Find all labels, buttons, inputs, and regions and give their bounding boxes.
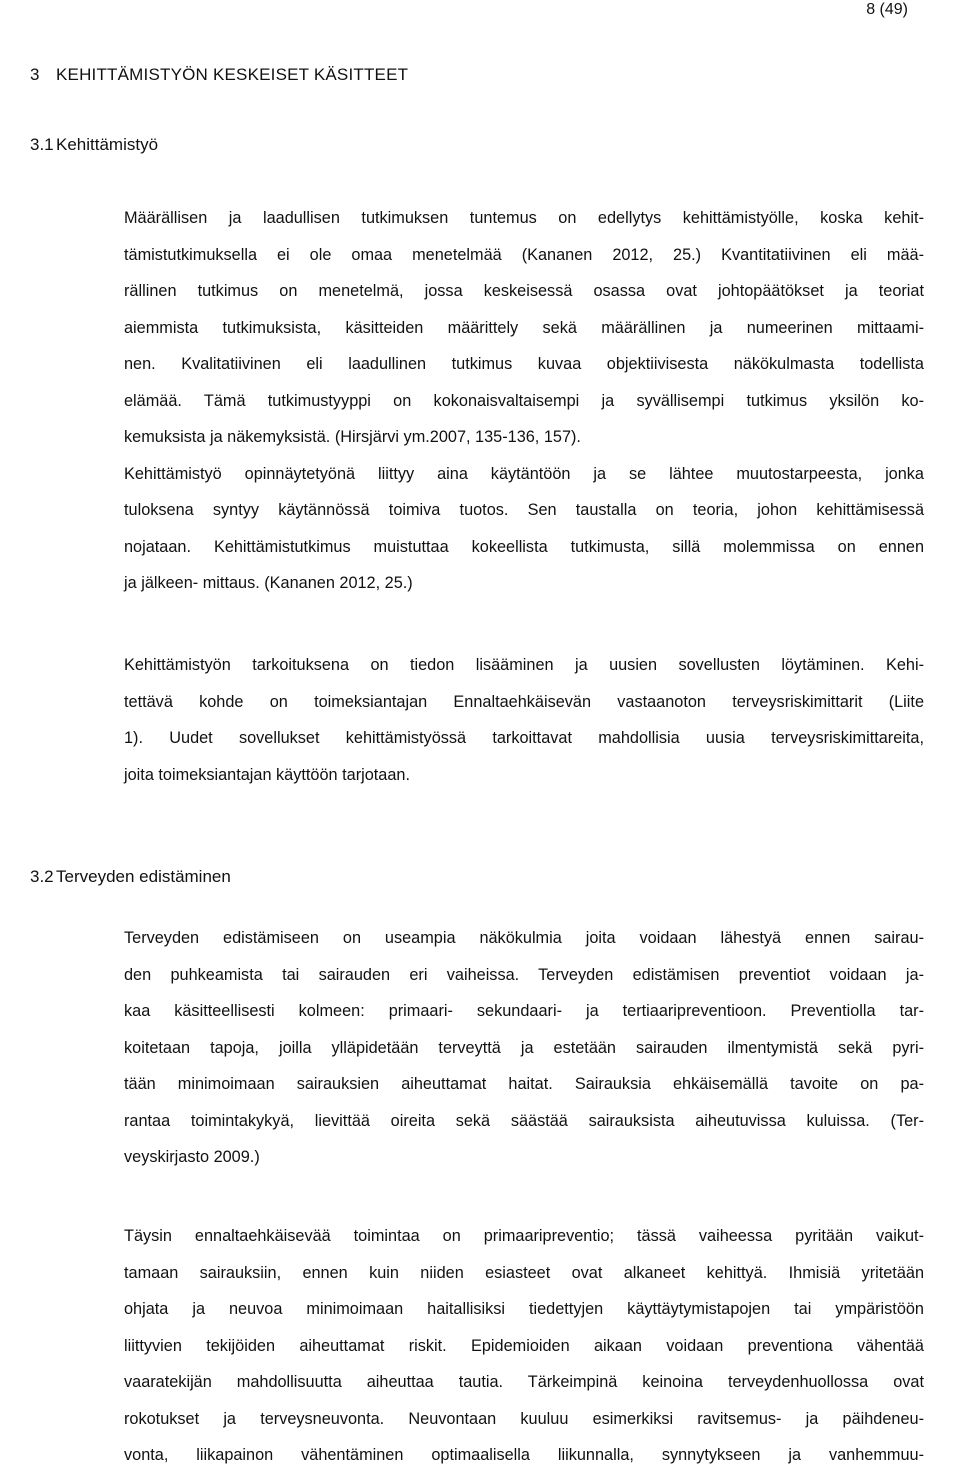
- text-line: rällinen tutkimus on menetelmä, jossa keskeisessä osassa ovat johtopäätökset ja teoriat: [124, 282, 924, 300]
- section-number: 3.1: [30, 135, 54, 154]
- chapter-heading: [30, 64, 408, 86]
- text-line: nojataan. Kehittämistutkimus muistuttaa kokeellista tutkimusta, sillä molemmissa on ennen: [124, 537, 924, 556]
- text-line: tämistutkimuksella ei ole omaa menetelmää (Kananen 2012, 25.) Kvantitatiivinen eli mää-: [124, 245, 924, 264]
- text-line: rantaa toimintakykyä, lievittää oireita sekä säästää sairauksista aiheutuvissa kuluissa. (Ter-: [124, 1111, 924, 1130]
- paragraph-2: [124, 647, 924, 793]
- text-line: Määrällisen ja laadullisen tutkimuksen tuntemus on edellytys kehittämistyölle, koska kehit-: [124, 209, 924, 227]
- page-number: 8 (49): [866, 1, 908, 18]
- text-line: tuloksena syntyy käytännössä toimiva tuotos. Sen taustalla on teoria, johon kehittämisessä: [124, 501, 924, 519]
- text-line: liittyvien tekijöiden aiheuttamat riskit. Epidemioiden aikaan voidaan preventiona vähentää: [124, 1336, 924, 1355]
- text-line: den puhkeamista tai sairauden eri vaiheissa. Terveyden edistämisen preventiot voidaan ja-: [124, 965, 924, 984]
- section-heading-3-2: [30, 866, 231, 888]
- text-line: 1). Uudet sovellukset kehittämistyössä tarkoittavat mahdollisia uusia terveysriskimittareita,: [124, 729, 924, 747]
- text-line: tamaan sairauksiin, ennen kuin niiden esiasteet ovat alkaneet kehittyä. Ihmisiä yritetään: [124, 1263, 924, 1282]
- text-line: koitetaan tapoja, joilla ylläpidetään terveyttä ja estetään sairauden ilmentymistä sekä pyri-: [124, 1038, 924, 1057]
- text-line: ohjata ja neuvoa minimoimaan haitallisiksi tiedettyjen käyttäytymistapojen tai ympäristöön: [124, 1300, 924, 1318]
- text-line: Terveyden edistämiseen on useampia näkökulmia joita voidaan lähestyä ennen sairau-: [124, 929, 924, 947]
- text-line: vaaratekijän mahdollisuutta aiheuttaa tautia. Tärkeimpinä keinoina terveydenhuollossa ovat: [124, 1373, 924, 1391]
- section-heading-3-1: [30, 134, 158, 156]
- section-title: Kehittämistyö: [56, 135, 159, 154]
- text-line: ja jälkeen- mittaus. (Kananen 2012, 25.): [124, 574, 413, 592]
- text-line: aiemmista tutkimuksista, käsitteiden määrittely sekä määrällinen ja numeerinen mittaami-: [124, 318, 924, 337]
- text-line: rokotukset ja terveysneuvonta. Neuvontaan kuuluu esimerkiksi ravitsemus- ja päihdeneu-: [124, 1409, 924, 1428]
- section-title: Terveyden edistäminen: [56, 867, 231, 886]
- text-line: tettävä kohde on toimeksiantajan Ennaltaehkäisevän vastaanoton terveysriskimittarit (Liite: [124, 692, 924, 711]
- chapter-title: KEHITTÄMISTYÖN KESKEISET KÄSITTEET: [56, 65, 409, 84]
- chapter-number: 3: [30, 65, 40, 84]
- text-line: kemuksista ja näkemyksistä. (Hirsjärvi ym.2007, 135-136, 157).: [124, 428, 581, 446]
- paragraph-3: [124, 920, 924, 1176]
- text-line: tään minimoimaan sairauksien aiheuttamat haitat. Sairauksia ehkäisemällä tavoite on pa-: [124, 1075, 924, 1093]
- text-line: joita toimeksiantajan käyttöön tarjotaan.: [124, 765, 410, 784]
- text-line: elämää. Tämä tutkimustyyppi on kokonaisvaltaisempi ja syvällisempi tutkimus yksilön ko-: [124, 391, 924, 410]
- paragraph-4: [124, 1218, 924, 1474]
- section-number: 3.2: [30, 867, 54, 886]
- text-line: veyskirjasto 2009.): [124, 1148, 260, 1166]
- text-line: vonta, liikapainon vähentäminen optimaalisella liikunnalla, synnytykseen ja vanhemmuu-: [124, 1446, 924, 1464]
- text-line: nen. Kvalitatiivinen eli laadullinen tutkimus kuvaa objektiivisesta näkökulmasta todellista: [124, 355, 924, 373]
- text-line: Kehittämistyö opinnäytetyönä liittyy aina käytäntöön ja se lähtee muutostarpeesta, jonka: [124, 464, 924, 483]
- text-line: Kehittämistyön tarkoituksena on tiedon lisääminen ja uusien sovellusten löytäminen. Kehi-: [124, 656, 924, 674]
- text-line: kaa käsitteellisesti kolmeen: primaari- sekundaari- ja tertiaaripreventioon. Preventiolla tar-: [124, 1002, 924, 1020]
- text-line: Täysin ennaltaehkäisevää toimintaa on primaaripreventio; tässä vaiheessa pyritään vaikut-: [124, 1227, 924, 1245]
- paragraph-1: [124, 200, 924, 602]
